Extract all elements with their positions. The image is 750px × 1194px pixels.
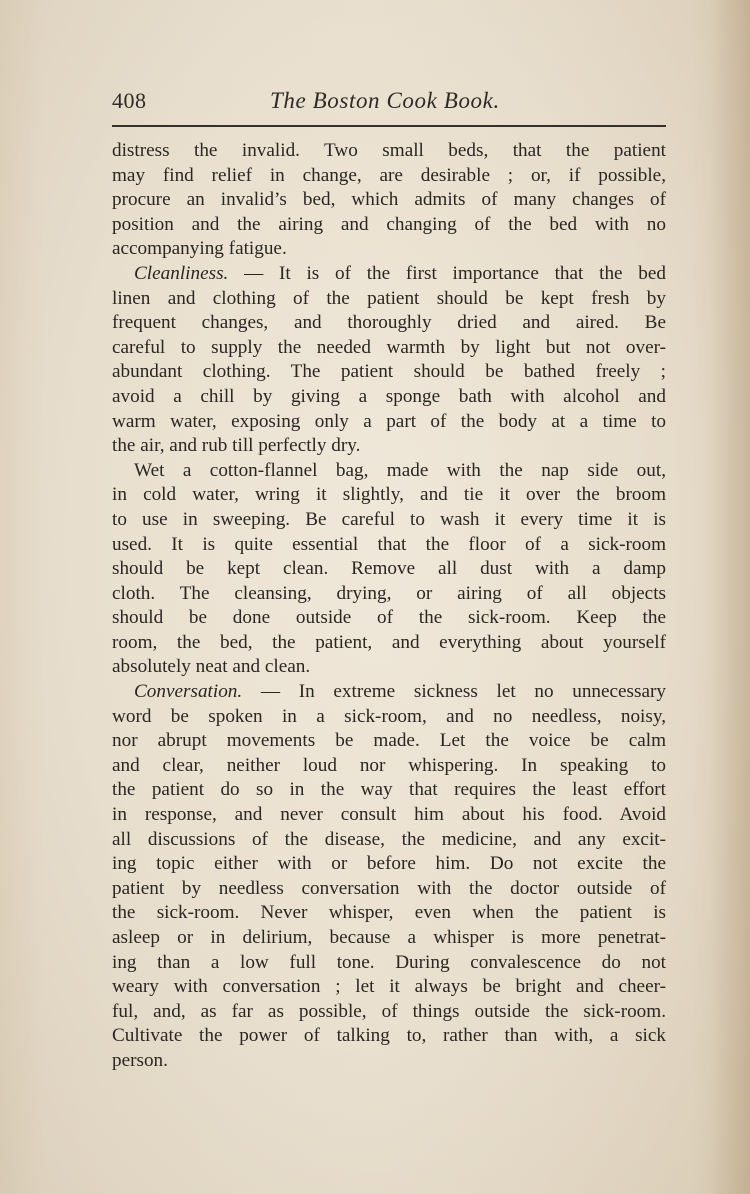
header-rule [112,125,666,127]
text-line: accompanying fatigue. [112,238,287,260]
text-line: to use in sweeping. Be careful to wash it every time it is [112,508,666,530]
page-header [112,84,666,124]
text-line: word be spoken in a sick-room, and no needless, noisy, [112,705,666,727]
text-line: ing than a low full tone. During convalescence do not [112,951,666,973]
text-line: cloth. The cleansing, drying, or airing of all objects [112,582,666,604]
text-line: nor abrupt movements be made. Let the voice be calm [112,730,666,752]
text-line: Wet a cotton-flannel bag, made with the nap side out, [134,459,666,481]
text-line: ful, and, as far as possible, of things outside the sick-room. [112,1000,666,1022]
text-line: should be kept clean. Remove all dust with a damp [112,558,666,580]
section-heading-conversation: Conversation. [134,681,243,703]
text-line: all discussions of the disease, the medicine, and any excit- [112,828,666,850]
page-edge-shadow [710,0,750,1194]
text-line: abundant clothing. The patient should be bathed freely ; [112,361,666,383]
text-line: procure an invalid’s bed, which admits of many changes of [112,189,666,211]
section-heading-cleanliness: Cleanliness. [134,262,229,284]
text-line: ing topic either with or before him. Do not excite the [112,853,666,875]
body-text [112,139,666,1074]
page-number: 408 [112,88,147,113]
text-line: Cultivate the power of talking to, rather than with, a sick [112,1025,666,1047]
text-line-rest: — In extreme sickness let no unnecessary [242,681,666,703]
text-line: in response, and never consult him about his food. Avoid [112,804,666,826]
text-line: asleep or in delirium, because a whisper is more penetrat- [112,927,666,948]
text-line-rest: — It is of the first importance that the bed [228,262,666,284]
text-line: patient by needless conversation with the doctor outside of [112,877,666,899]
text-line: warm water, exposing only a part of the body at a time to [112,410,666,432]
text-line: frequent changes, and thoroughly dried and aired. Be [112,312,666,334]
text-line: the air, and rub till perfectly dry. [112,435,361,457]
text-line: used. It is quite essential that the floor of a sick-room [112,533,666,555]
text-line: linen and clothing of the patient should be kept fresh by [112,287,666,309]
text-line: may find relief in change, are desirable ; or, if possible, [112,164,666,186]
text-line: absolutely neat and clean. [112,656,311,678]
text-line: room, the bed, the patient, and everything about yourself [112,631,666,653]
text-line: should be done outside of the sick-room. Keep the [112,607,666,629]
text-line: position and the airing and changing of the bed with no [112,213,666,235]
text-line: distress the invalid. Two small beds, that the patient [112,140,666,161]
running-title: The Boston Cook Book. [270,88,500,113]
text-line: the sick-room. Never whisper, even when the patient is [112,902,666,924]
text-line: weary with conversation ; let it always be bright and cheer- [112,976,666,998]
text-line: avoid a chill by giving a sponge bath with alcohol and [112,385,666,407]
text-line: in cold water, wring it slightly, and tie it over the broom [112,484,666,506]
text-line: careful to supply the needed warmth by light but not over- [112,336,666,358]
text-line: and clear, neither loud nor whispering. In speaking to [112,754,666,776]
text-line-with-heading [112,262,666,287]
text-line: person. [112,1049,168,1071]
text-line-with-heading [112,680,666,705]
text-line: the patient do so in the way that requires the least effort [112,779,666,801]
